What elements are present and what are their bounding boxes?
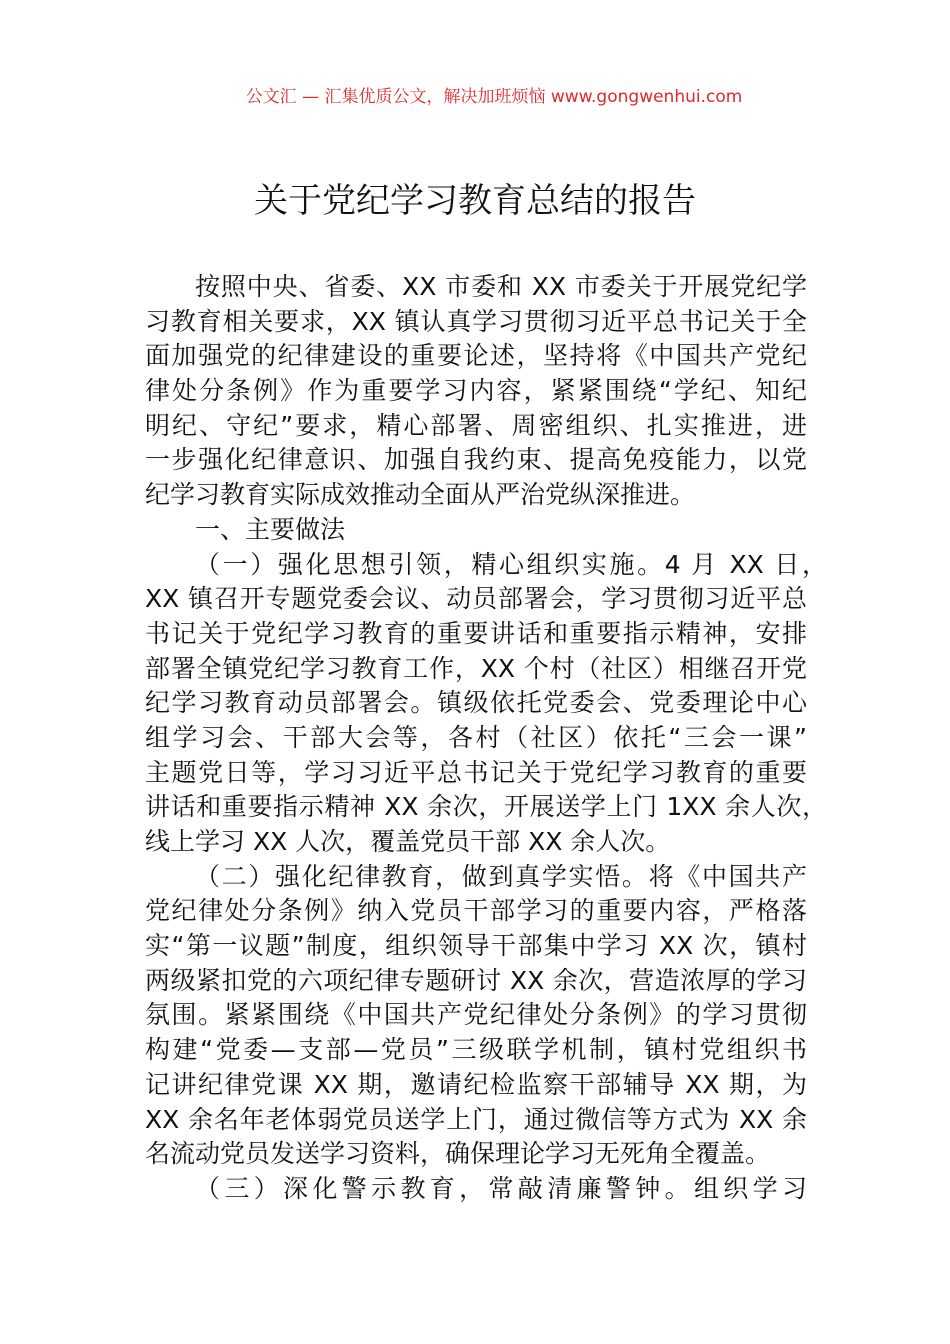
document-title: 关于党纪学习教育总结的报告: [254, 181, 696, 221]
watermark-header: 公文汇 — 汇集优质公文，解决加班烦恼 www.gongwenhui.com: [245, 87, 743, 107]
text-line: 一、主要做法: [195, 514, 346, 544]
text-line: 纪学习教育实际成效推动全面从严治党纵深推进。: [145, 480, 696, 510]
document-body: [145, 270, 827, 1207]
text-line: 讲话和重要指示精神 XX 余次，开展送学上门 1XX 余人次，: [145, 792, 827, 822]
text-line: XX 镇召开专题党委会议、动员部署会，学习贯彻习近平总: [145, 584, 807, 614]
text-line: （二）强化纪律教育，做到真学实悟。将《中国共产: [195, 861, 807, 891]
text-line: 按照中央、省委、XX 市委和 XX 市委关于开展党纪学: [195, 272, 807, 301]
text-line: 党纪律处分条例》纳入党员干部学习的重要内容，严格落: [145, 896, 807, 926]
text-line: 书记关于党纪学习教育的重要讲话和重要指示精神，安排: [145, 618, 807, 648]
text-line: 明纪、守纪”要求，精心部署、周密组织、扎实推进，进: [145, 410, 807, 440]
text-line: 部署全镇党纪学习教育工作，XX 个村（社区）相继召开党: [145, 653, 807, 683]
text-line: 律处分条例》作为重要学习内容，紧紧围绕“学纪、知纪: [145, 376, 807, 406]
text-line: 两级紧扣党的六项纪律专题研讨 XX 余次，营造浓厚的学习: [145, 965, 807, 995]
text-line: 实“第一议题”制度，组织领导干部集中学习 XX 次，镇村: [145, 931, 807, 961]
text-line: 名流动党员发送学习资料，确保理论学习无死角全覆盖。: [145, 1139, 771, 1169]
text-line: XX 余名年老体弱党员送学上门，通过微信等方式为 XX 余: [145, 1104, 807, 1134]
text-line: 组学习会、干部大会等，各村（社区）依托“三会一课”: [145, 722, 807, 752]
text-line: 面加强党的纪律建设的重要论述，坚持将《中国共产党纪: [145, 341, 807, 371]
text-line: 一步强化纪律意识、加强自我约束、提高免疫能力，以党: [145, 445, 807, 475]
text-line: 主题党日等，学习习近平总书记关于党纪学习教育的重要: [145, 757, 807, 787]
text-line: 记讲纪律党课 XX 期，邀请纪检监察干部辅导 XX 期，为: [145, 1069, 807, 1099]
text-line: （三）深化警示教育，常敲清廉警钟。组织学习: [195, 1173, 807, 1203]
text-line: 习教育相关要求，XX 镇认真学习贯彻习近平总书记关于全: [145, 306, 807, 336]
text-line: 氛围。紧紧围绕《中国共产党纪律处分条例》的学习贯彻: [145, 1000, 807, 1030]
text-line: 构建“党委—支部—党员”三级联学机制，镇村党组织书: [145, 1035, 807, 1065]
text-line: 线上学习 XX 人次，覆盖党员干部 XX 余人次。: [145, 827, 671, 856]
text-line: 纪学习教育动员部署会。镇级依托党委会、党委理论中心: [145, 688, 807, 718]
text-line: （一）强化思想引领，精心组织实施。4 月 XX 日，: [195, 549, 827, 579]
